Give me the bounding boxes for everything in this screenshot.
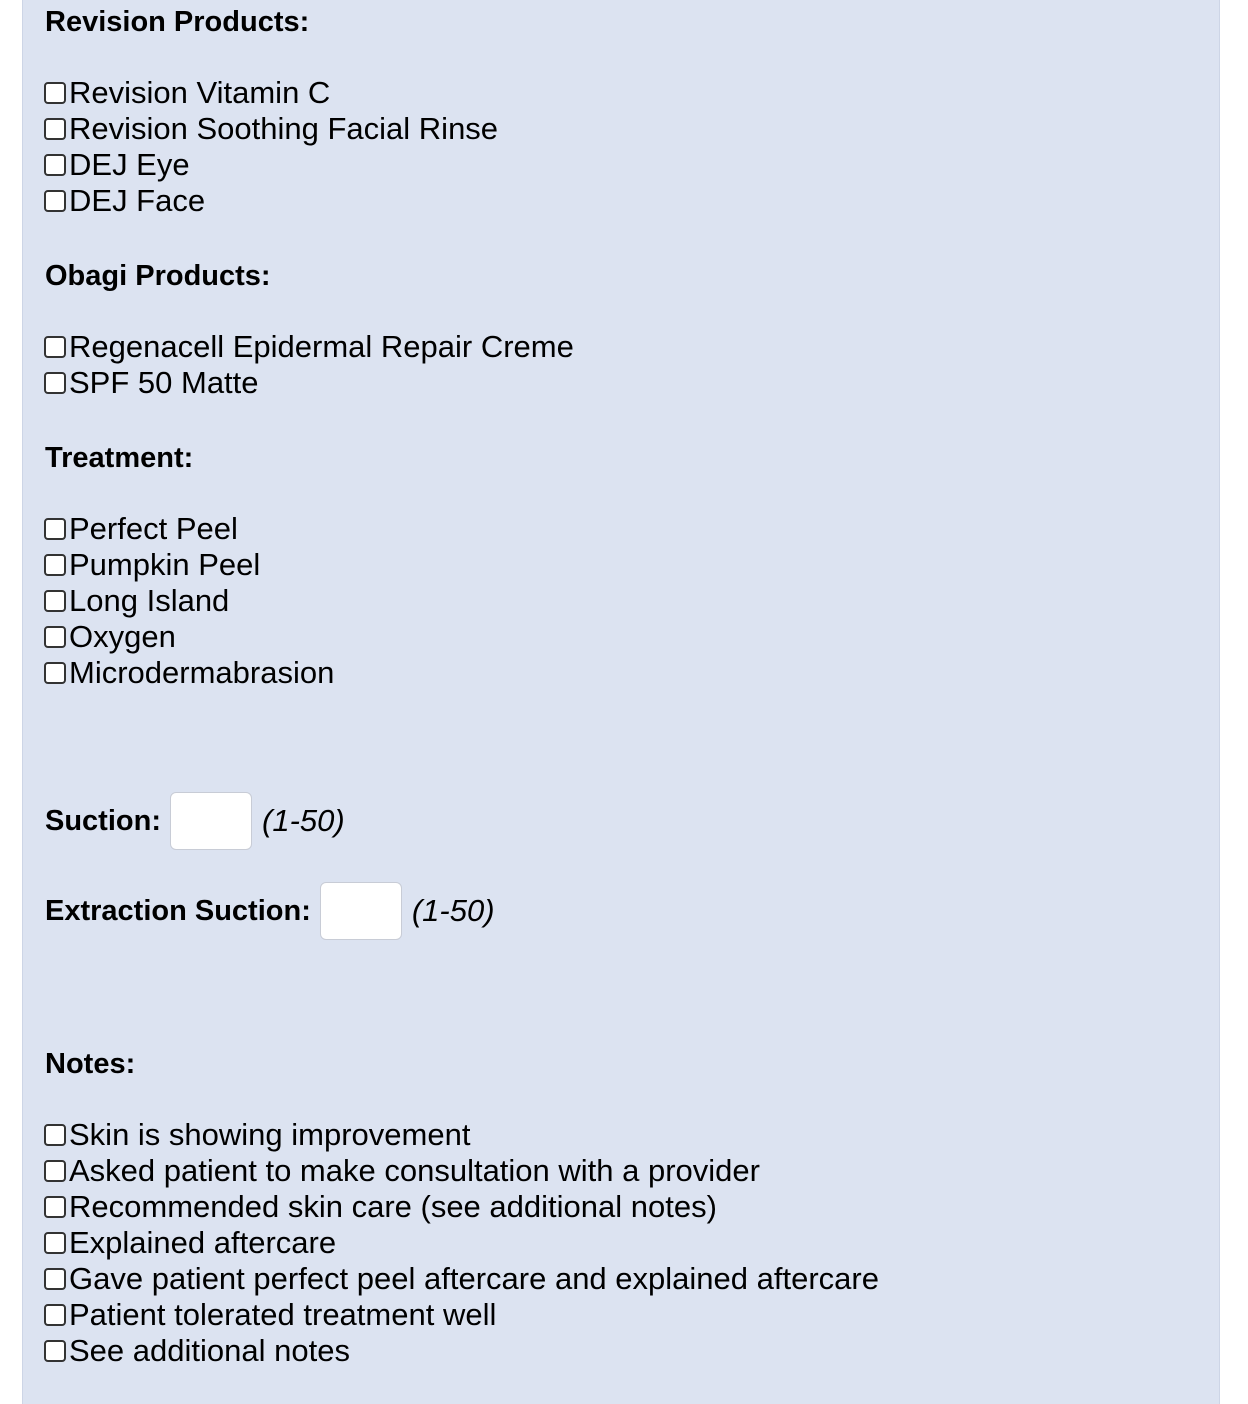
- checkbox[interactable]: [44, 1160, 66, 1182]
- checkbox[interactable]: [44, 626, 66, 648]
- obagi-products-list: [44, 329, 574, 401]
- extraction-suction-label: Extraction Suction:: [45, 894, 311, 927]
- checkbox-regenacell-epidermal-repair-creme[interactable]: Regenacell Epidermal Repair Creme: [44, 329, 574, 365]
- checkbox[interactable]: [44, 554, 66, 576]
- checkbox-skin-showing-improvement[interactable]: Skin is showing improvement: [44, 1117, 879, 1153]
- extraction-suction-input[interactable]: [320, 882, 402, 940]
- checkbox-explained-aftercare[interactable]: Explained aftercare: [44, 1225, 879, 1261]
- revision-products-heading: Revision Products:: [45, 6, 310, 38]
- checkbox-revision-soothing-facial-rinse[interactable]: Revision Soothing Facial Rinse: [44, 111, 498, 147]
- checkbox[interactable]: [44, 154, 66, 176]
- checkbox-asked-consultation[interactable]: Asked patient to make consultation with a provider: [44, 1153, 879, 1189]
- obagi-products-heading: Obagi Products:: [45, 260, 271, 292]
- checkbox-spf-50-matte[interactable]: SPF 50 Matte: [44, 365, 574, 401]
- suction-label: Suction:: [45, 804, 161, 837]
- checkbox[interactable]: [44, 662, 66, 684]
- checkbox[interactable]: [44, 190, 66, 212]
- suction-input[interactable]: [170, 792, 252, 850]
- checkbox-tolerated-treatment[interactable]: Patient tolerated treatment well: [44, 1297, 879, 1333]
- checkbox-see-additional-notes[interactable]: See additional notes: [44, 1333, 879, 1369]
- checkbox[interactable]: [44, 1268, 66, 1290]
- treatment-heading: Treatment:: [45, 442, 194, 474]
- checkbox-microdermabrasion[interactable]: Microdermabrasion: [44, 655, 334, 691]
- suction-row: [45, 792, 345, 850]
- notes-heading: Notes:: [45, 1048, 136, 1080]
- checkbox[interactable]: [44, 118, 66, 140]
- checkbox-recommended-skin-care[interactable]: Recommended skin care (see additional notes): [44, 1189, 879, 1225]
- checkbox-revision-vitamin-c[interactable]: Revision Vitamin C: [44, 75, 498, 111]
- checkbox-perfect-peel[interactable]: Perfect Peel: [44, 511, 334, 547]
- checkbox[interactable]: [44, 1340, 66, 1362]
- checkbox-dej-eye[interactable]: DEJ Eye: [44, 147, 498, 183]
- suction-range-hint: (1-50): [262, 803, 345, 838]
- extraction-suction-range-hint: (1-50): [411, 893, 495, 928]
- checkbox[interactable]: [44, 1196, 66, 1218]
- checkbox[interactable]: [44, 82, 66, 104]
- checkbox[interactable]: [44, 1232, 66, 1254]
- checkbox[interactable]: [44, 1124, 66, 1146]
- revision-products-list: [44, 75, 498, 219]
- form-panel: [22, 0, 1220, 1404]
- extraction-suction-row: [45, 882, 495, 940]
- checkbox[interactable]: [44, 1304, 66, 1326]
- checkbox-oxygen[interactable]: Oxygen: [44, 619, 334, 655]
- treatment-list: [44, 511, 334, 691]
- notes-list: [44, 1117, 879, 1369]
- checkbox-perfect-peel-aftercare[interactable]: Gave patient perfect peel aftercare and explained aftercare: [44, 1261, 879, 1297]
- checkbox-dej-face[interactable]: DEJ Face: [44, 183, 498, 219]
- checkbox-long-island[interactable]: Long Island: [44, 583, 334, 619]
- checkbox[interactable]: [44, 372, 66, 394]
- checkbox[interactable]: [44, 518, 66, 540]
- checkbox-pumpkin-peel[interactable]: Pumpkin Peel: [44, 547, 334, 583]
- checkbox[interactable]: [44, 336, 66, 358]
- checkbox[interactable]: [44, 590, 66, 612]
